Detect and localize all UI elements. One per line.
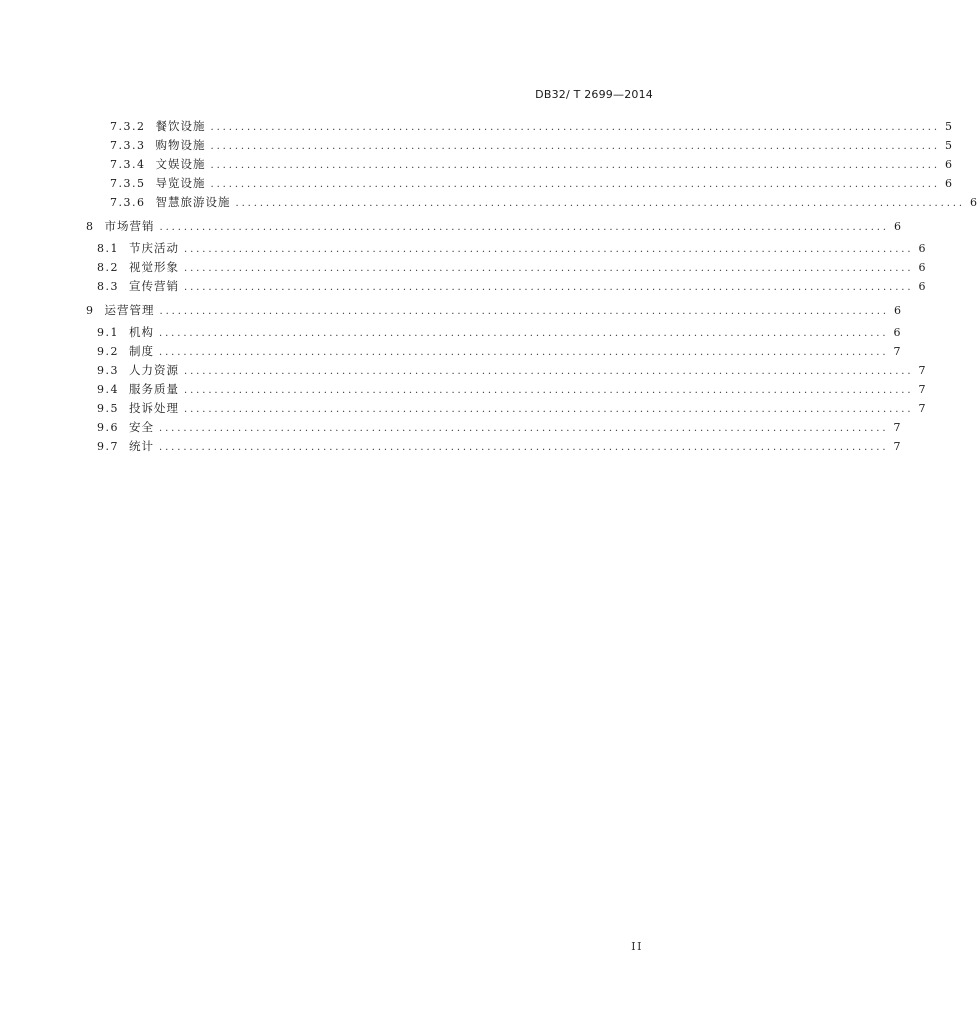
toc-dot-leader: ........................................................................................................................ <box>184 366 914 377</box>
toc-entry-title: 服务质量 <box>129 382 179 396</box>
toc-entry-9-6[interactable] <box>0 418 901 437</box>
toc-dot-leader: ........................................................................................................................ <box>210 160 940 171</box>
toc-entry-page: 6 <box>893 326 901 339</box>
toc-dot-leader: ........................................................................................................................ <box>159 306 889 317</box>
toc-entry-page: 6 <box>944 177 952 190</box>
toc-entry-page: 7 <box>893 440 901 453</box>
toc-dot-leader: ........................................................................................................................ <box>210 141 940 152</box>
toc-entry-9-1[interactable] <box>0 323 901 342</box>
toc-entry-number: 7.3.4 <box>110 158 146 171</box>
toc-entry-title: 投诉处理 <box>129 401 179 415</box>
toc-entry-number: 7.3.3 <box>110 139 146 152</box>
toc-entry-number: 8.1 <box>97 242 119 255</box>
toc-entry-number: 7.3.5 <box>110 177 146 190</box>
toc-entry-title: 统计 <box>129 439 154 453</box>
toc-dot-leader: ........................................................................................................................ <box>235 198 965 209</box>
toc-dot-leader: ........................................................................................................................ <box>184 385 914 396</box>
toc-entry-page: 7 <box>918 402 926 415</box>
toc-entry-page: 5 <box>944 120 952 133</box>
toc-entry-page: 6 <box>918 261 926 274</box>
toc-entry-7-3-3[interactable] <box>0 136 952 155</box>
toc-dot-leader: ........................................................................................................................ <box>159 222 889 233</box>
toc-dot-leader: ........................................................................................................................ <box>159 328 889 339</box>
toc-entry-number: 9.7 <box>97 440 119 453</box>
toc-entry-page: 6 <box>944 158 952 171</box>
toc-entry-7-3-6[interactable] <box>0 193 977 212</box>
toc-entry-title: 餐饮设施 <box>155 119 206 133</box>
toc-entry-7-3-2[interactable] <box>0 117 952 136</box>
toc-entry-title: 机构 <box>129 325 154 339</box>
toc-entry-number: 8.3 <box>97 280 119 293</box>
toc-entry-page: 6 <box>918 242 926 255</box>
toc-entry-page: 7 <box>893 421 901 434</box>
toc-entry-9-5[interactable] <box>0 399 926 418</box>
toc-entry-number: 9.4 <box>97 383 119 396</box>
toc-entry-8-2[interactable] <box>0 258 926 277</box>
toc-entry-page: 6 <box>893 304 901 317</box>
toc-entry-number: 7.3.6 <box>110 196 146 209</box>
toc-dot-leader: ........................................................................................................................ <box>159 442 889 453</box>
toc-entry-number: 8 <box>86 220 95 233</box>
toc-entry-8[interactable] <box>0 217 901 236</box>
toc-entry-page: 6 <box>918 280 926 293</box>
toc-entry-9-3[interactable] <box>0 361 926 380</box>
toc-entry-page: 7 <box>918 364 926 377</box>
toc-entry-title: 导览设施 <box>155 176 206 190</box>
toc-entry-title: 节庆活动 <box>129 241 179 255</box>
toc-entry-9-2[interactable] <box>0 342 901 361</box>
toc-entry-number: 7.3.2 <box>110 120 146 133</box>
toc-entry-title: 人力资源 <box>129 363 179 377</box>
header-document-code: DB32/ T 2699—2014 <box>535 88 653 101</box>
toc-dot-leader: ........................................................................................................................ <box>184 244 914 255</box>
toc-entry-title: 运营管理 <box>104 303 155 317</box>
toc-entry-9[interactable] <box>0 301 901 320</box>
toc-entry-8-3[interactable] <box>0 277 926 296</box>
toc-entry-8-1[interactable] <box>0 239 926 258</box>
toc-dot-leader: ........................................................................................................................ <box>159 423 889 434</box>
toc-dot-leader: ........................................................................................................................ <box>184 263 914 274</box>
toc-dot-leader: ........................................................................................................................ <box>159 347 889 358</box>
toc-entry-page: 5 <box>944 139 952 152</box>
toc-entry-number: 9.1 <box>97 326 119 339</box>
toc-entry-number: 9.6 <box>97 421 119 434</box>
toc-entry-7-3-4[interactable] <box>0 155 952 174</box>
toc-entry-title: 制度 <box>129 344 154 358</box>
toc-entry-number: 9.5 <box>97 402 119 415</box>
toc-dot-leader: ........................................................................................................................ <box>184 282 914 293</box>
toc-entry-number: 9 <box>86 304 95 317</box>
toc-entry-title: 文娱设施 <box>155 157 206 171</box>
toc-entry-title: 宣传营销 <box>129 279 179 293</box>
toc-entry-page: 7 <box>893 345 901 358</box>
toc-entry-page: 6 <box>893 220 901 233</box>
toc-entry-number: 9.2 <box>97 345 119 358</box>
toc-entry-title: 安全 <box>129 420 154 434</box>
toc-entry-title: 市场营销 <box>104 219 155 233</box>
page-number: II <box>631 940 643 953</box>
toc-entry-9-7[interactable] <box>0 437 901 456</box>
toc-entry-number: 8.2 <box>97 261 119 274</box>
toc-dot-leader: ........................................................................................................................ <box>184 404 914 415</box>
toc-dot-leader: ........................................................................................................................ <box>210 179 940 190</box>
toc-entry-title: 购物设施 <box>155 138 206 152</box>
toc-entry-number: 9.3 <box>97 364 119 377</box>
toc-entry-title: 视觉形象 <box>129 260 179 274</box>
toc-entry-page: 6 <box>969 196 977 209</box>
toc-entry-7-3-5[interactable] <box>0 174 952 193</box>
toc-dot-leader: ........................................................................................................................ <box>210 122 940 133</box>
toc-entry-page: 7 <box>918 383 926 396</box>
toc-entry-9-4[interactable] <box>0 380 926 399</box>
toc-entry-title: 智慧旅游设施 <box>155 195 231 209</box>
